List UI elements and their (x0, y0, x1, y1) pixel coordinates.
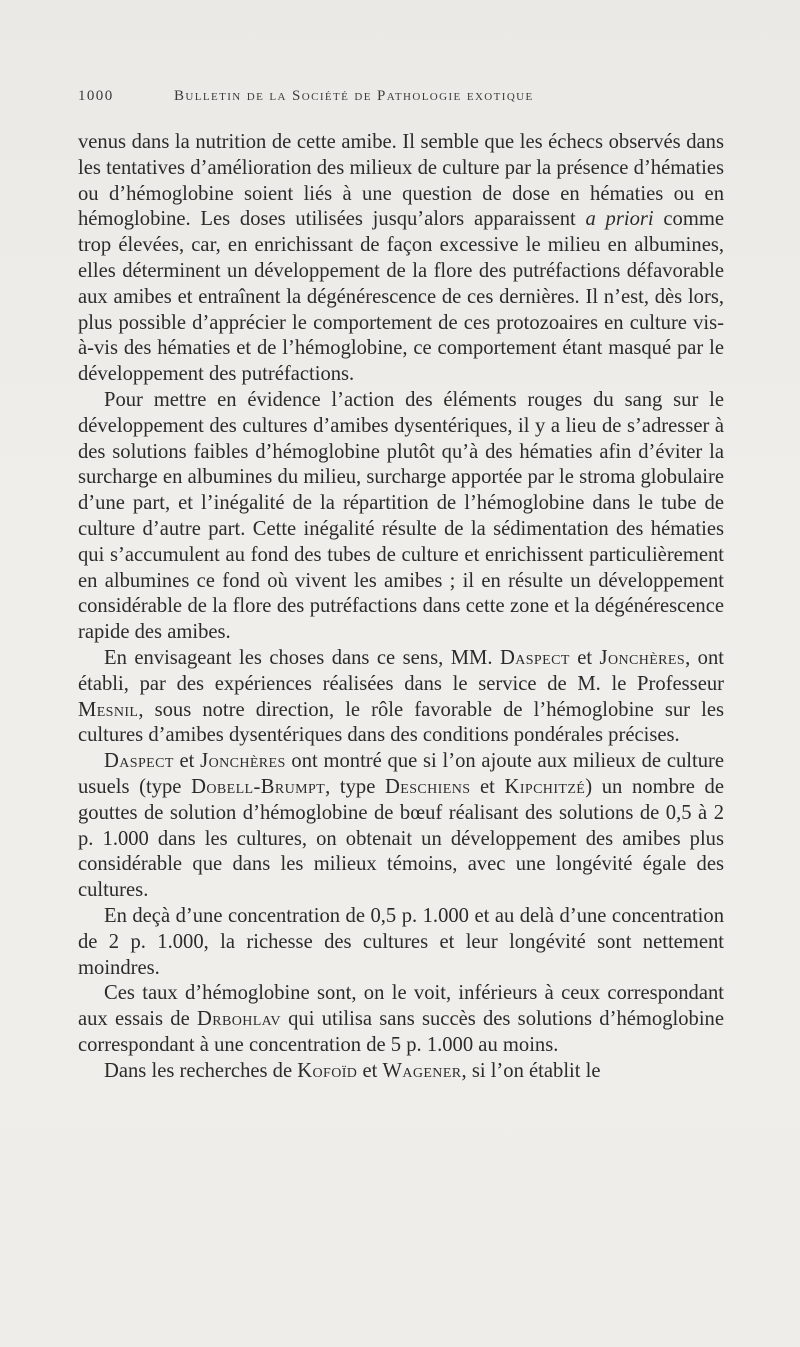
author-name: Deschiens (385, 775, 471, 798)
paragraph (78, 646, 724, 749)
text-run: et (173, 750, 201, 773)
paragraph (78, 1059, 724, 1085)
body-text (78, 130, 724, 1084)
author-name: Jonchères (599, 646, 686, 669)
text-run: Ces taux d’hémoglobine sont, on le voit, inférieurs à ceux correspondant aux essais de (78, 982, 724, 1031)
running-header (78, 88, 722, 110)
text-run: , si l’on établit le (461, 1059, 601, 1082)
text-run: et (569, 646, 600, 669)
author-name: Daspect (104, 750, 174, 773)
page-number: 1000 (78, 88, 114, 104)
author-name: Wagener (382, 1059, 462, 1082)
running-title: Bulletin de la Société de Pathologie exotique (174, 88, 534, 104)
text-run: et (470, 775, 505, 798)
text-run: et (357, 1059, 383, 1082)
author-name: Kofoïd (297, 1059, 358, 1082)
text-run: ont montré que si l’on ajoute aux milieux de culture usuels (type (78, 750, 724, 798)
text-run: Dans les recherches de (104, 1059, 298, 1082)
text-run: ) un nombre de gouttes de solution d’hémoglobine de bœuf réalisant des solutions de 0,5 à 2 p. 1.000 dans les cultures, on obtenait un développement des amibes plus considérable que dans les milieux témoins, avec une longévité égale des cultures. (78, 775, 724, 902)
author-name: Daspect (499, 646, 570, 669)
text-run: qui utilisa sans succès des solutions d’hémoglobine correspondant à une concentration de 5 p. 1.000 au moins. (78, 1008, 724, 1056)
paragraph (78, 130, 724, 388)
text-run: En deçà d’une concentration de 0,5 p. 1.000 et au delà d’une concentration de 2 p. 1.000, la richesse des cultures et leur longévité sont nettement moindres. (78, 904, 724, 979)
text-run: comme trop élevées, car, en enrichissant de façon excessive le milieu en albumines, elles déterminent un développement de la flore des putréfactions défavorable aux amibes et entraînent la dégénérescence de ces dernières. Il n’est, dès lors, plus possible d’apprécier le comportement de ces protozoaires en culture vis-à-vis des hématies et de l’hémoglobine, ce comportement étant masqué par le développement des putréfactions. (78, 208, 724, 386)
paragraph (78, 904, 724, 981)
author-name: Mesnil (78, 698, 139, 721)
author-name: Dobell-Brumpt (191, 775, 326, 798)
text-run: En envisageant les choses dans ce sens, MM. (104, 646, 500, 669)
text-run: venus dans la nutrition de cette amibe. Il semble que les échecs observés dans les tentatives d’amélioration des milieux de culture par la présence d’hématies ou d’hémoglobine soient liés à une question de dose en hématies ou en hémoglobine. Les doses utilisées jusqu’alors apparaissent (78, 131, 724, 231)
paragraph (78, 749, 724, 904)
italic-text: a priori (585, 208, 654, 231)
author-name: Jonchères (200, 750, 286, 773)
text-run: , ont établi, par des expériences réalisées dans le service de M. le Professeur (78, 646, 724, 695)
text-run: , type (325, 775, 386, 798)
paragraph (78, 981, 724, 1058)
author-name: Kipchitzé (504, 775, 586, 798)
text-run: Pour mettre en évidence l’action des éléments rouges du sang sur le développement des cultures d’amibes dysentériques, il y a lieu de s’adresser à des solutions faibles d’hémoglobine plutôt qu’à des hématies afin d’éviter la surcharge en albumines du milieu, surcharge apportée par le stroma globulaire d’une part, et l’inégalité de la répartition de l’hémoglobine dans le tube de culture d’autre part. Cette inégalité résulte de la sédimentation des hématies qui s’accumulent au fond des tubes de culture et enrichissent particulièrement en albumines ce fond où vivent les amibes ; il en résulte un développement considérable de la flore des putréfactions dans cette zone et la dégénérescence rapide des amibes. (78, 388, 724, 644)
author-name: Drbohlav (196, 1008, 281, 1031)
text-run: , sous notre direction, le rôle favorable de l’hémoglobine sur les cultures d’amibes dysentériques dans des conditions pondérales précises. (78, 698, 724, 747)
paragraph (78, 388, 724, 646)
